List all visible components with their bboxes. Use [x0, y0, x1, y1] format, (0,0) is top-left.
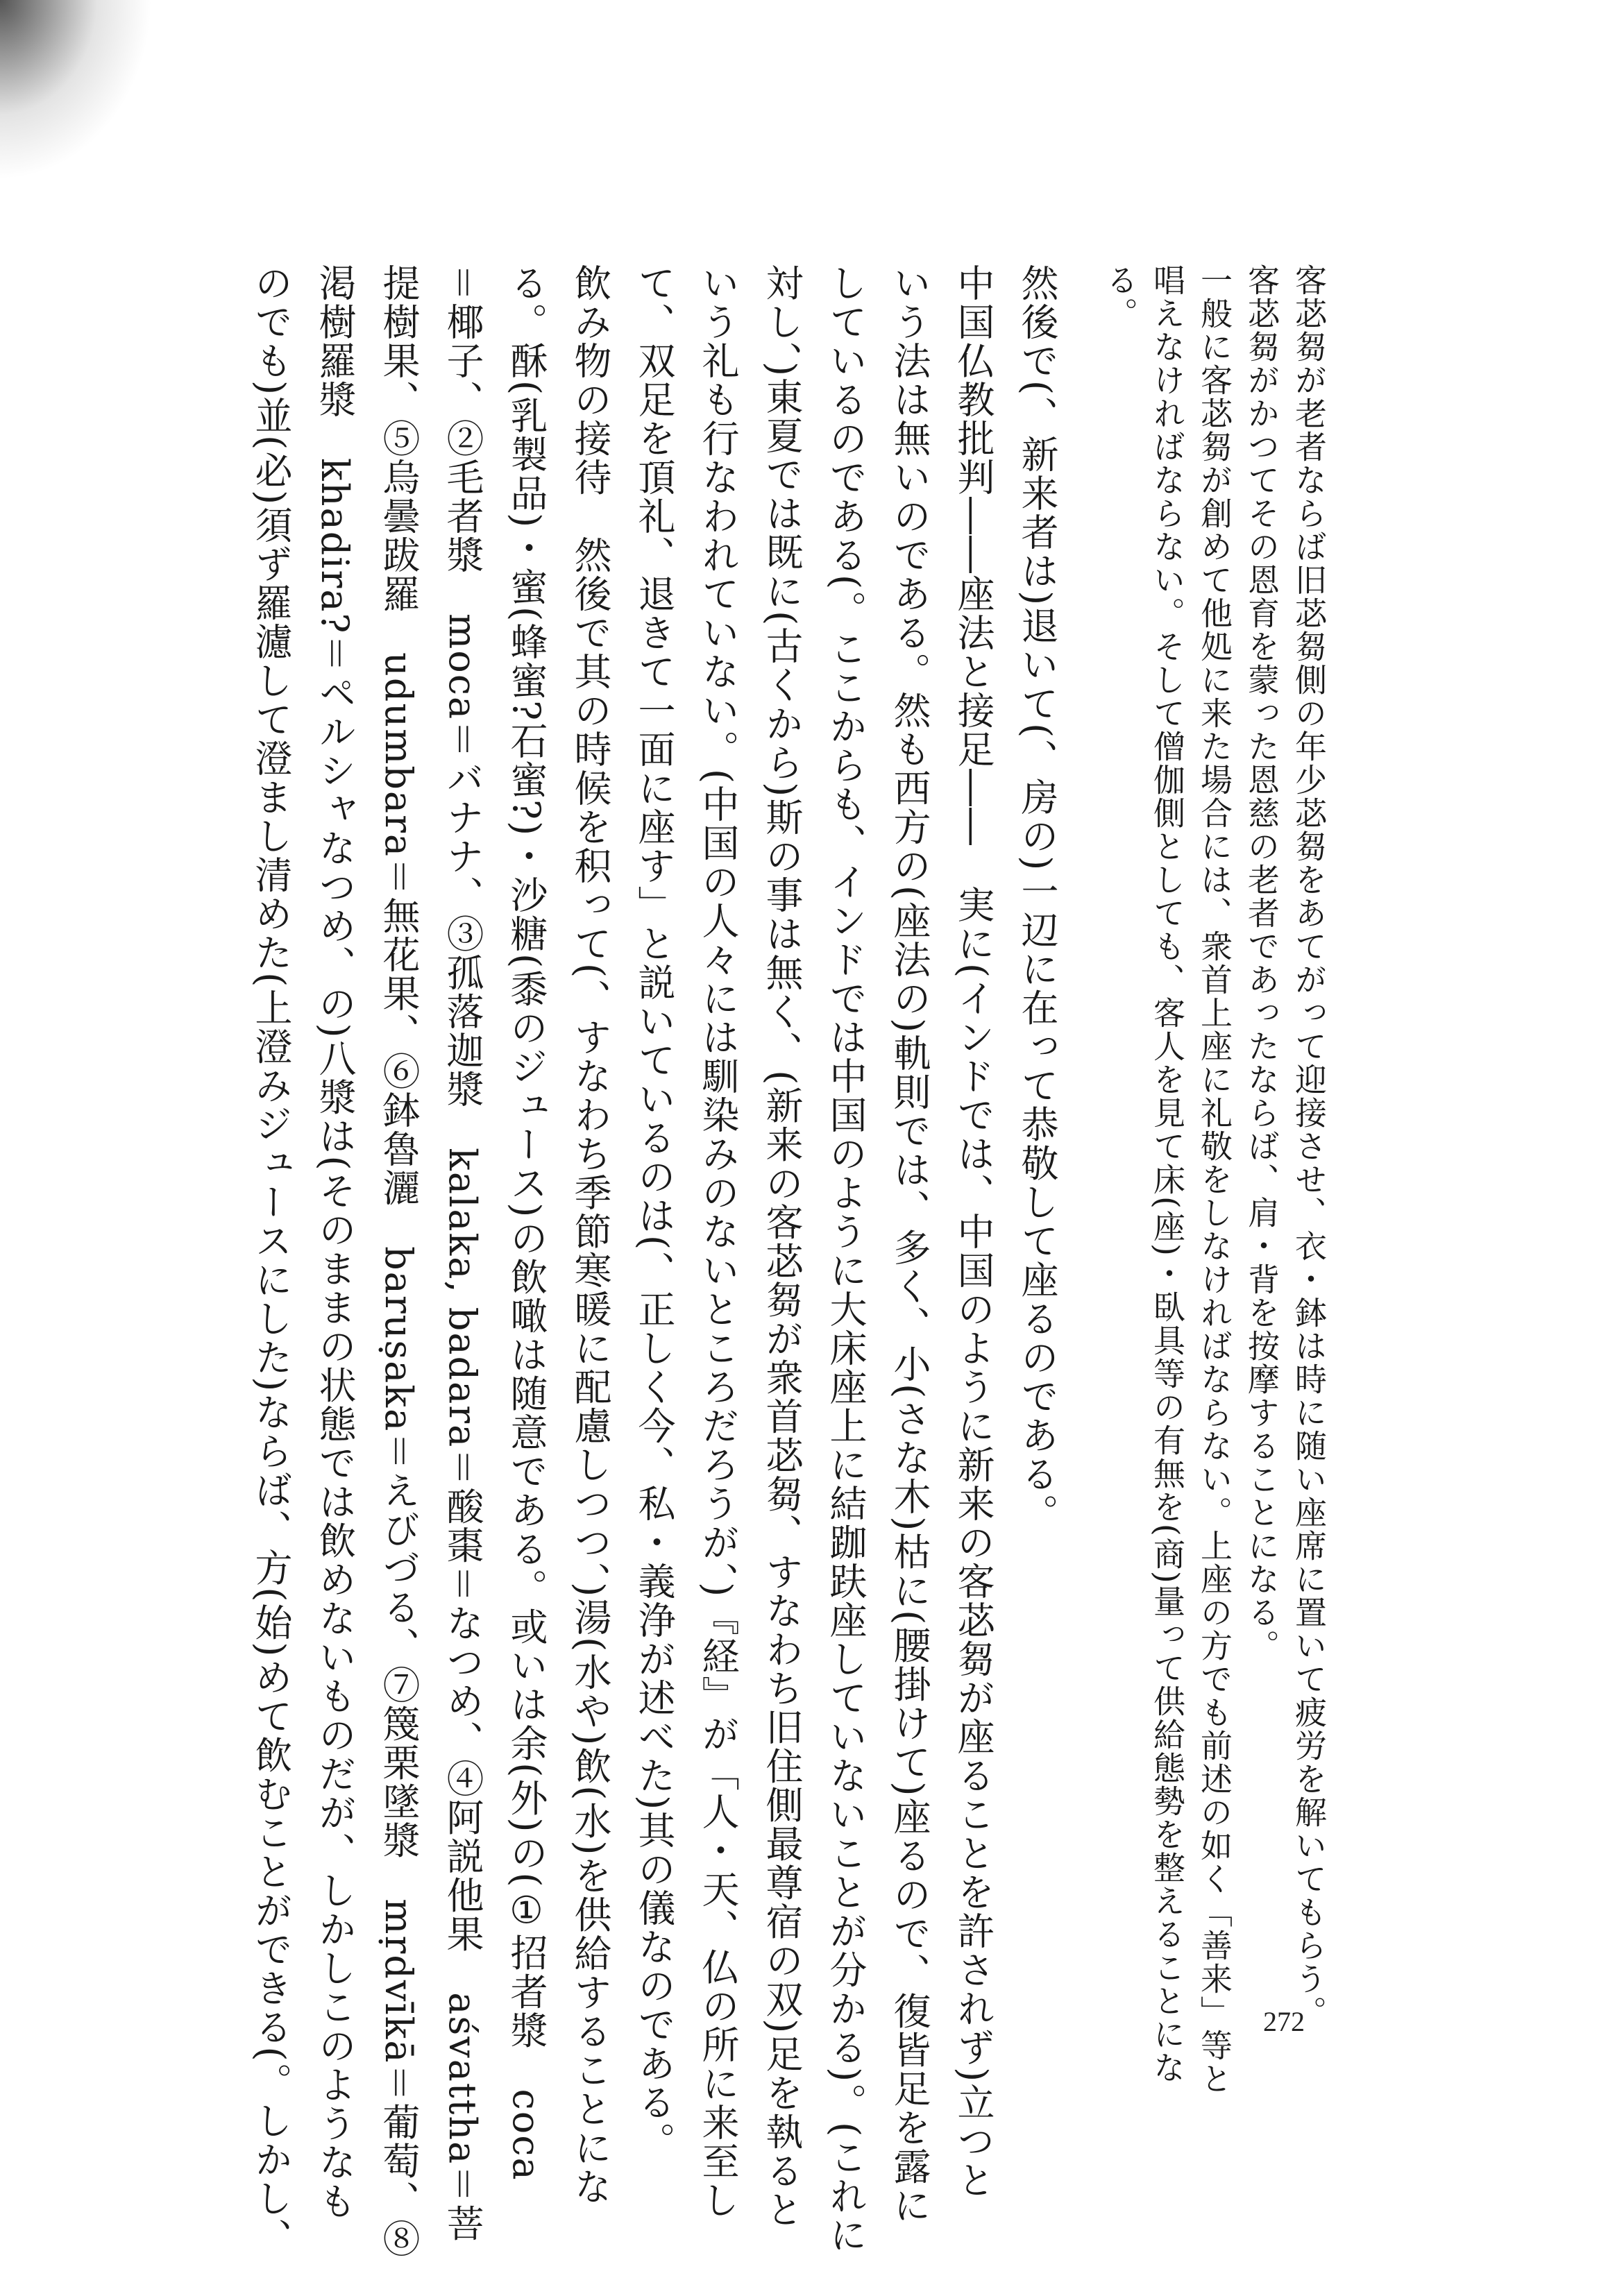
text-line: 対し、)東夏では既に(古くから)斯の事は無く、(新来の客苾芻が衆首苾芻、すなわち旧住側最尊宿の双)足を執ると — [760, 264, 804, 2229]
text-line: 渇樹羅漿 khadira?＝ペルシャなつめ、の)八漿は(そのままの状態では飲めないものだが、しかしこのようなも — [313, 264, 357, 2221]
section-heading-line: 中国仏教批判――座法と接足―― 実に(インドでは、中国のように新来の客苾芻が座ることを許されず)立つと — [951, 264, 995, 2200]
vertical-text-body — [208, 264, 1333, 2259]
text-line: 客苾芻がかつてその恩育を蒙った恩慈の老者であったならば、肩・背を按摩することになる。 — [1243, 264, 1280, 1663]
text-line: のでも)並(必)須ず羅濾して澄まし清めた(上澄みジュースにした)ならば、方(始)めて飲むことができる(。しかし、 — [249, 264, 293, 2257]
text-line: て、双足を頂礼、退きて一面に座す」と説いているのは(、正しく今、私・義浄が述べた)其の儀なのである。 — [632, 264, 676, 2161]
scan-shadow — [0, 0, 153, 180]
text-line: いう礼も行なわれていない。(中国の人々には馴染みのないところだろうが、)『経』が「人・天、仏の所に来至し — [696, 264, 740, 2220]
text-line: 提樹果、⑤烏曇跋羅 udumbara＝無花果、⑥鉢魯灑 baruṣaka＝えびづる、⑦篾栗墜漿 mṛdvīkā＝葡萄、⑧ — [377, 264, 421, 2259]
section-heading-line: 飲み物の接待 然後で其の時候を积って(、すなわち季節寒暖に配慮しつつ、)湯(水や)飲(水)を供給することにな — [568, 264, 612, 2206]
text-line: いう法は無いのである。然も西方の(座法の)軌則では、多く、小(さな木)枯に(腰掛けて)座るので、復皆足を露に — [888, 264, 931, 2225]
text-line: 一般に客苾芻が創めて他処に来た場合には、衆首上座に礼敬をしなければならない。上座の方でも前述の如く「善来」等と — [1196, 264, 1233, 2095]
text-line: る。酥(乳製品)・蜜(蜂蜜?石蜜?)・沙糖(黍のジュース)の飲噉は随意である。或いは余(外)の(①招者漿 coca — [505, 264, 548, 2182]
text-line: 唱えなければならない。そして僧伽側としても、客人を見て床(座)・臥具等の有無を(商)量って供給態勢を整えることにな — [1149, 264, 1186, 2084]
text-line: 客苾芻が老者ならば旧苾芻側の年少苾芻をあてがって迎接させ、衣・鉢は時に随い座席に置いて疲労を解いてもらう。 — [1290, 264, 1328, 2029]
page-number: 272 — [1263, 2006, 1305, 2037]
text-line: ＝椰子、②毛者漿 moca＝バナナ、③孤落迦漿 kalaka, badara＝酸棗＝なつめ、④阿説他果 aśvattha＝菩 — [441, 264, 484, 2243]
text-line: 然後で(、新来者は)退いて(、房の)一辺に在って恭敬して座るのである。 — [1015, 264, 1059, 1533]
text-line: しているのである(。ここからも、インドでは中国のように大床座上に結跏趺座していないことが分かる)。(これに — [824, 264, 868, 2255]
text-line: る。 — [1101, 264, 1139, 330]
block-gap — [1069, 264, 1097, 2137]
